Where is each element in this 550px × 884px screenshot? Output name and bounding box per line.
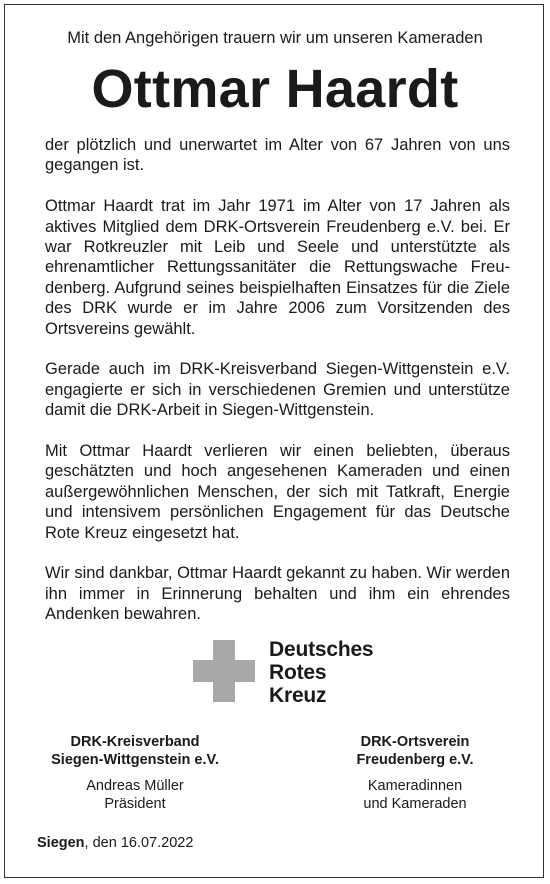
signature-person <box>305 777 525 813</box>
person-line-2: und Kameraden <box>363 796 467 812</box>
org-line-2: Freudenberg e.V. <box>356 752 474 768</box>
signature-org <box>305 733 525 769</box>
intro-line: Mit den Angehörigen trauern wir um unseren Kameraden <box>67 29 483 47</box>
date: , den 16.07.2022 <box>84 835 194 851</box>
logo-line-3: Kreuz <box>269 684 327 707</box>
paragraph-2: Ottmar Haardt trat im Jahr 1971 im Alter von 17 Jahren als aktives Mitglied dem DRK-Ortsverein Freudenberg e.V. bei. Er war Rotkreuzler mit Leib und Seele und unterstützte als ehrenamtlicher Rettungssanitäter die Rettungswache Freudenberg. Aufgrund seines beispielhaften Einsatzes für die Ziele des DRK wurde er im Jahre 2006 zum Vorsitzenden des Ortsvereins gewählt. <box>45 197 510 338</box>
paragraph-4: Mit Ottmar Haardt verlieren wir einen beliebten, überaus geschätzten und hoch angesehenen Kameraden und einen außergewöhnlichen Menschen, der sich mit Tatkraft, Energie und intensivem persönlichen Engagement für das Deutsche Rote Kreuz eingesetzt hat. <box>45 442 510 542</box>
deceased-name: Ottmar Haardt <box>91 59 459 119</box>
logo-line-2: Rotes <box>269 661 327 684</box>
person-name: Andreas Müller <box>86 778 184 794</box>
org-line-1: DRK-Kreisverband <box>70 734 200 750</box>
obituary-body <box>45 135 510 645</box>
paragraph-5: Wir sind dankbar, Ottmar Haardt gekannt zu haben. Wir werden ihn immer in Erinnerung behalten und ihm ein ehrendes Andenken bewahren. <box>45 564 510 624</box>
org-line-2: Siegen-Wittgenstein e.V. <box>51 752 219 768</box>
place-date <box>37 834 193 852</box>
signature-ortsverein <box>305 733 525 813</box>
red-cross-icon <box>193 640 255 702</box>
logo-wordmark <box>269 638 373 707</box>
paragraph-3: Gerade auch im DRK-Kreisverband Siegen-Wittgenstein e.V. engagierte er sich in verschiedenen Gremien und unterstütze damit die DRK-Arbeit in Siegen-Wittgenstein. <box>45 360 510 420</box>
logo-line-1: Deutsches <box>269 638 374 661</box>
signature-org <box>30 733 240 769</box>
signature-kreisverband <box>30 733 240 813</box>
paragraph-1: der plötzlich und unerwartet im Alter von 67 Jahren von uns gegangen ist. <box>45 136 510 175</box>
person-line-1: Kameradinnen <box>367 778 463 794</box>
drk-logo <box>193 640 453 706</box>
person-title: Präsident <box>104 796 166 812</box>
org-line-1: DRK-Ortsverein <box>360 734 470 750</box>
place: Siegen <box>37 835 85 851</box>
signature-person <box>30 777 240 813</box>
